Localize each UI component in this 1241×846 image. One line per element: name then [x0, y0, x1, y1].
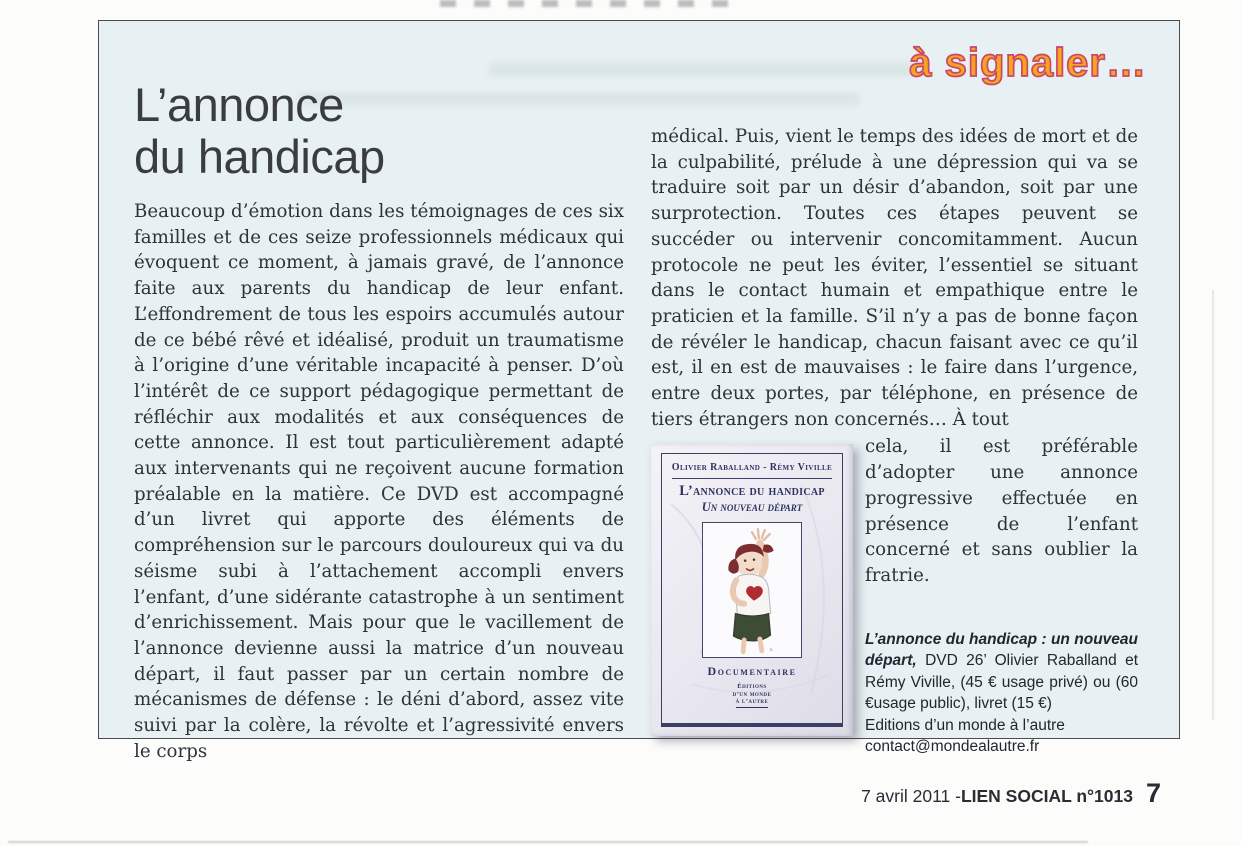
publisher-logo-line3: à l’autre: [736, 698, 769, 708]
caption-publisher: Editions d’un monde à l’autre: [865, 716, 1065, 734]
page-footer: [861, 778, 1161, 809]
cover-subtitle: Un nouveau départ: [701, 500, 803, 515]
caption-email: contact@mondealautre.fr: [865, 738, 1040, 756]
article-title: [134, 79, 385, 183]
scan-artifact-bottom: [8, 841, 1088, 843]
left-column: [134, 199, 624, 764]
article-title-line1: L’annonce: [134, 78, 344, 131]
footer-journal: LIEN SOCIAL n°1013: [960, 786, 1133, 806]
footer-page-number: 7: [1145, 778, 1161, 808]
caption-title: L’annonce du handicap : un nouveau départ,: [865, 630, 1138, 670]
footer-date: 7 avril 2011 -: [861, 786, 961, 806]
article-panel: [98, 20, 1180, 762]
scan-artifact-right: [1212, 290, 1214, 720]
scan-artifact-top: [440, 0, 740, 7]
dvd-cover: [651, 444, 853, 736]
article-text-right: médical. Puis, vient le temps des idées de mort et de la culpabilité, prélude à une dépression qui va se traduire soit par un désir d’abandon, soit par une surprotection. Toutes ces étapes peuvent se succéder ou intervenir concomitamment. Aucun protocole ne peut les éviter, l’essentiel se situant dans le contact humain et empathique entre le praticien et la famille. S’il n’y a pas de bonne façon de révéler le handicap, chacun faisant avec ce qu’il est, il en est de mauvaises : le faire dans l’urgence, entre deux portes, par téléphone, en présence de tiers étrangers non concernés… À tout: [651, 126, 1138, 430]
publisher-logo-line2: d’un monde: [732, 690, 772, 698]
article-text-left: Beaucoup d’émotion dans les témoignages de ces six familles et de ces seize professionnels médicaux qui évoquent ce moment, à jamais gravé, de l’annonce faite aux parents du handicap de leur enfant. L’effondrement de tous les espoirs accumulés autour de ce bébé rêvé et idéalisé, produit un traumatisme à l’origine d’une véritable incapacité à penser. D’où l’intérêt de ce support pédagogique permettant de réfléchir aux modalités et aux conséquences de cette annonce. Il est tout particulièrement adapté aux intervenants qui ne reçoivent aucune formation préalable en la matière. Ce DVD est accompagné d’un livret qui apporte des éléments de compréhension sur le parcours douloureux qui va du séisme subi à l’attachement accompli envers l’enfant, d’une sidérante catastrophe à un sentiment d’enrichissement. Mais pour que le vacillement de l’annonce devienne aussi la matrice d’un nouveau départ, il faut passer par un certain nombre de mécanismes de défense : le déni d’abord, assez vite suivi par la colère, la révolte et l’agressivité envers le corps: [134, 201, 624, 762]
section-label: à signaler…: [909, 41, 1147, 85]
cover-title: L’annonce du handicap: [679, 483, 825, 500]
right-column: [651, 124, 1138, 758]
caption-details: DVD 26’ Olivier Raballand et Rémy Viville, (45 € usage privé) ou (60 €usage public), livret (15 €): [865, 652, 1138, 713]
cover-frame: [661, 453, 843, 727]
cover-rule: [672, 478, 832, 479]
dvd-caption: [865, 629, 1138, 758]
cover-genre: Documentaire: [707, 664, 797, 679]
media-row: [651, 434, 1138, 757]
svg-text:s.: s.: [769, 647, 774, 654]
child-illustration: [702, 522, 802, 658]
publisher-logo: [662, 683, 842, 708]
article-title-line2: du handicap: [134, 130, 385, 183]
cover-authors: Olivier Raballand - Rémy Viville: [671, 462, 833, 474]
wrap-column: [865, 434, 1138, 757]
scan-artifact-ghost: [489, 63, 919, 76]
article-text-wrapped: cela, il est préférable d’adopter une annonce progressive effectuée en présence de l’enfant concerné et sans oublier la fratrie.: [865, 436, 1138, 586]
publisher-logo-line1: Éditions: [737, 683, 767, 691]
